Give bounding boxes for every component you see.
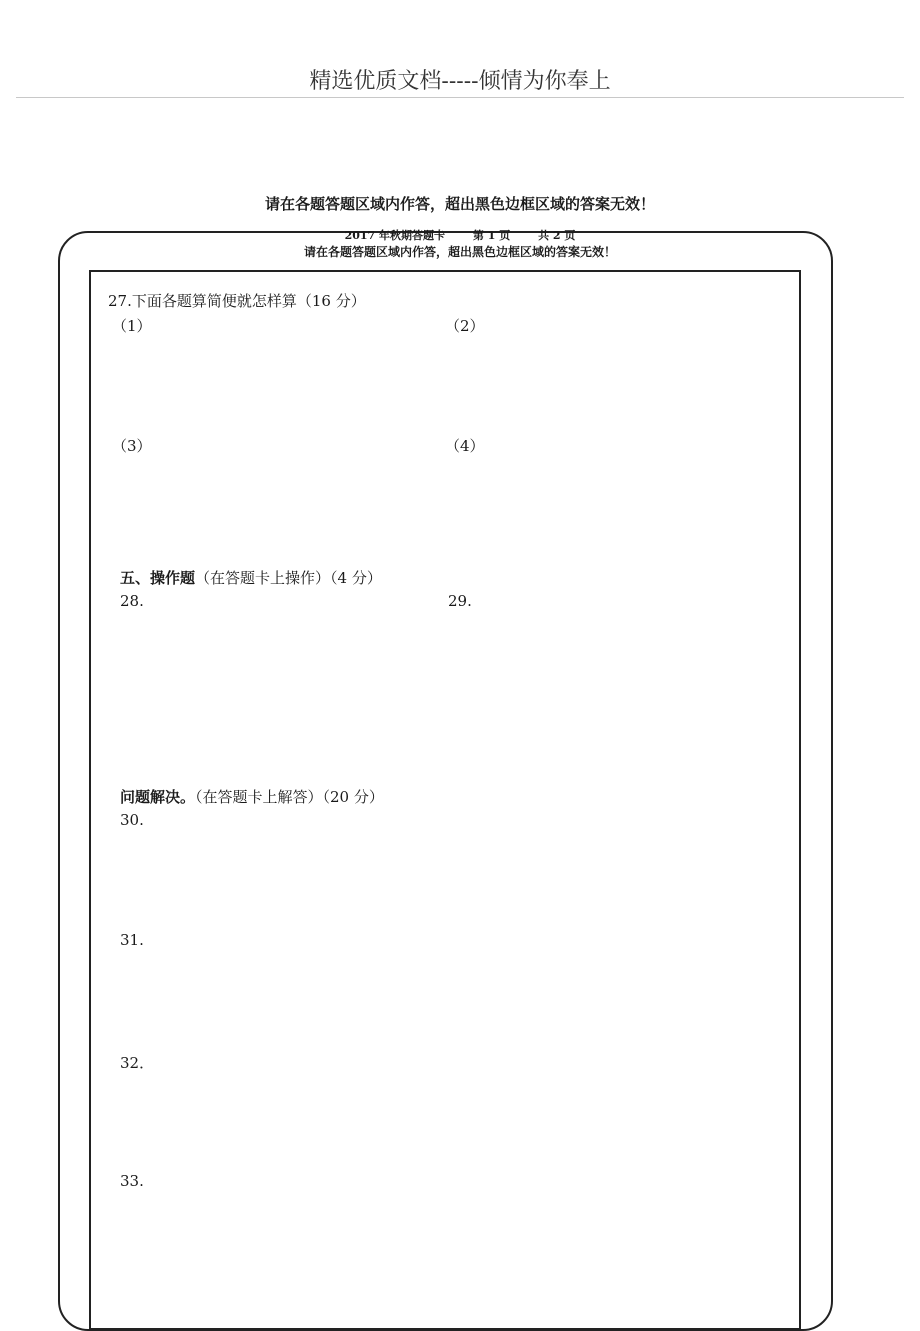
question-27-part-4: （4）	[445, 437, 485, 455]
question-33: 33.	[120, 1172, 144, 1190]
header-divider	[16, 97, 904, 98]
section-6-note: （在答题卡上解答）（20 分）	[195, 788, 384, 806]
document-header: 精选优质文档-----倾情为你奉上	[309, 69, 611, 94]
card-page-number: 第 1 页	[472, 229, 511, 242]
question-31: 31.	[120, 931, 144, 949]
card-title: 2017 年秋期答题卡	[344, 229, 446, 242]
question-27-title: 27.下面各题算简便就怎样算（16 分）	[108, 292, 366, 310]
answer-area-notice: 请在各题答题区域内作答，超出黑色边框区域的答案无效！	[264, 195, 655, 213]
section-6-header	[120, 786, 384, 807]
section-5-header	[120, 567, 382, 588]
card-page-total: 共 2 页	[538, 229, 576, 242]
section-5-note: （在答题卡上操作）（4 分）	[195, 569, 382, 587]
question-27-part-3: （3）	[112, 437, 152, 455]
section-6-heading: 问题解决。	[120, 788, 196, 806]
question-30: 30.	[120, 811, 144, 829]
card-title-line	[0, 227, 920, 243]
section-5-heading: 五、操作题	[120, 569, 196, 587]
question-29: 29.	[448, 592, 472, 610]
question-28: 28.	[120, 592, 144, 610]
card-inner-notice: 请在各题答题区域内作答，超出黑色边框区域的答案无效！	[303, 245, 616, 259]
question-27-part-2: （2）	[445, 317, 485, 335]
question-27-part-1: （1）	[112, 317, 152, 335]
question-32: 32．	[120, 1054, 155, 1072]
